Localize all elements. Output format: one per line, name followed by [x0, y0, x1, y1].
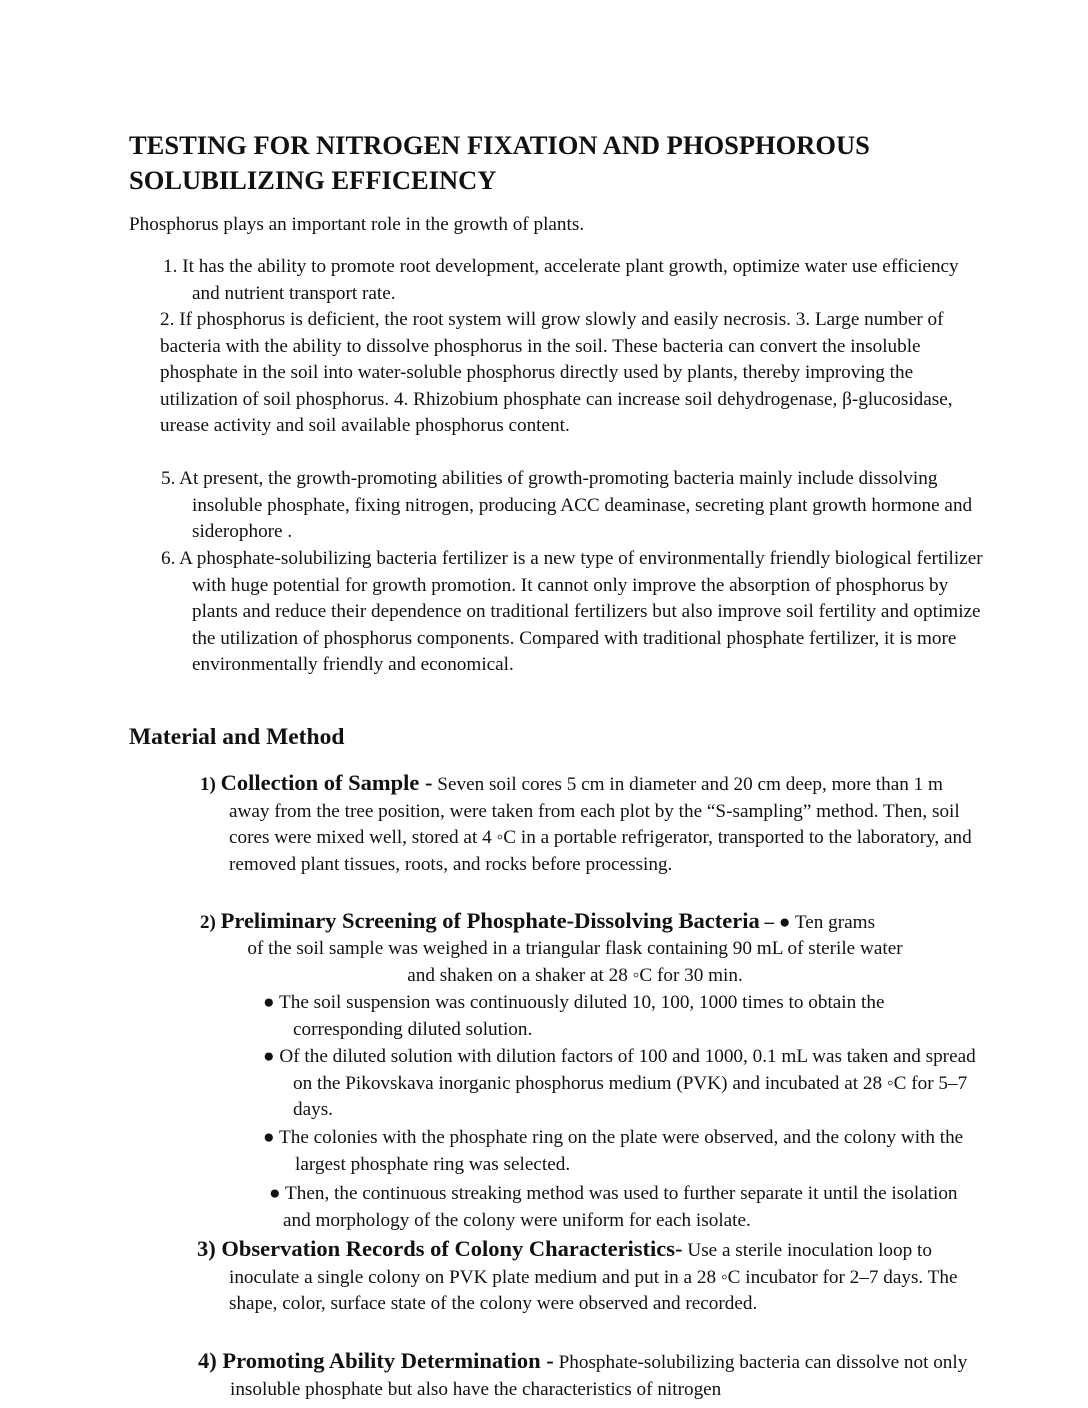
- method-3-body: Use a sterile inoculation loop to inoculate a single colony on PVK plate medium and put in a 28 ◦C incubator for 2–7 days. The shape, color, surface state of the colony were observed and recorded.: [229, 1240, 958, 1314]
- intro-paragraph: Phosphorus plays an important role in the growth of plants.: [129, 214, 585, 235]
- point-6: 6. A phosphate-solubilizing bacteria fertilizer is a new type of environmentally friendly biological fertilizer with huge potential for growth promotion. It cannot only improve the absorption of phosphorus by plants and reduce their dependence on traditional fertilizers but also improve soil fertility and optimize the utilization of phosphorus components. Compared with traditional phosphate fertilizer, it is more environmentally friendly and economical.: [161, 548, 983, 675]
- method-2-line-2: of the soil sample was weighed in a triangular flask containing 90 mL of sterile water: [247, 938, 903, 959]
- method-2-lead: ● Ten grams: [774, 912, 876, 933]
- method-2-bullet-4: ● Then, the continuous streaking method was used to further separate it until the isolation and morphology of the colony were uniform for each isolate.: [269, 1183, 958, 1231]
- method-1: [200, 770, 981, 878]
- method-4-body: Phosphate-solubilizing bacteria can dissolve not only insoluble phosphate but also have the characteristics of nitrogen: [230, 1352, 968, 1400]
- method-1-body: Seven soil cores 5 cm in diameter and 20 cm deep, more than 1 m away from the tree position, were taken from each plot by the “S-sampling” method. Then, soil cores were mixed well, stored at 4 ◦C in a portable refrigerator, transported to the laboratory, and removed plant tissues, roots, and rocks before processing.: [229, 774, 972, 875]
- method-2-bullet-3: ● The colonies with the phosphate ring on the plate were observed, and the colony with the largest phosphate ring was selected.: [263, 1127, 964, 1175]
- method-4-heading: 4) Promoting Ability Determination -: [198, 1348, 554, 1373]
- document-title: TESTING FOR NITROGEN FIXATION AND PHOSPHOROUS SOLUBILIZING EFFICEINCY: [129, 130, 870, 195]
- point-1: 1. It has the ability to promote root development, accelerate plant growth, optimize water use efficiency and nutrient transport rate.: [163, 256, 959, 304]
- method-3: [197, 1236, 995, 1318]
- method-1-number: 1): [200, 774, 216, 795]
- method-2-dash: –: [759, 912, 775, 933]
- method-2-number: 2): [200, 912, 216, 933]
- method-2-heading: Preliminary Screening of Phosphate-Dissolving Bacteria: [220, 908, 760, 933]
- method-1-heading: Collection of Sample -: [220, 770, 433, 795]
- method-2-line-3: and shaken on a shaker at 28 ◦C for 30 min.: [407, 965, 743, 986]
- method-2-bullet-2: ● Of the diluted solution with dilution factors of 100 and 1000, 0.1 mL was taken and spread on the Pikovskava inorganic phosphorus medium (PVK) and incubated at 28 ◦C for 5–7 days.: [263, 1046, 976, 1120]
- method-2-line-1: [200, 908, 990, 937]
- method-2-bullet-1: ● The soil suspension was continuously diluted 10, 100, 1000 times to obtain the corresponding diluted solution.: [263, 992, 885, 1040]
- point-5: 5. At present, the growth-promoting abilities of growth-promoting bacteria mainly include dissolving insoluble phosphate, fixing nitrogen, producing ACC deaminase, secreting plant growth hormone and siderophore .: [161, 468, 973, 542]
- method-3-heading: 3) Observation Records of Colony Characteristics-: [197, 1236, 683, 1261]
- methods-heading: Material and Method: [129, 724, 345, 750]
- method-4: [198, 1348, 990, 1403]
- point-2-4: 2. If phosphorus is deficient, the root system will grow slowly and easily necrosis. 3. Large number of bacteria with the ability to dissolve phosphorus in the soil. These bacteria can convert the insoluble phosphate in the soil into water-soluble phosphorus directly used by plants, thereby improving the utilization of soil phosphorus. 4. Rhizobium phosphate can increase soil dehydrogenase, β-glucosidase, urease activity and soil available phosphorus content.: [160, 309, 953, 436]
